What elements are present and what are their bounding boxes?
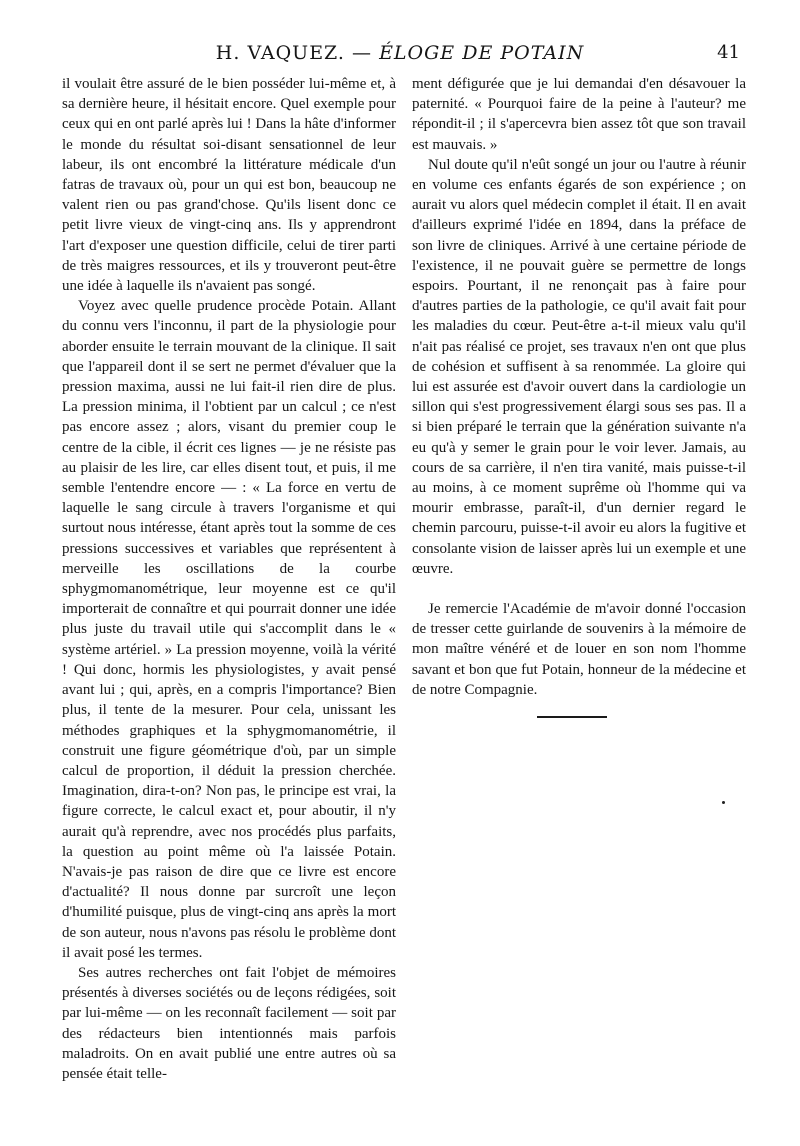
paragraph: il voulait être assuré de le bien posséder lui-même et, à sa dernière heure, il hésitait encore. Quel exemple pour ceux qui en ont parlé après lui ! Dans la hâte d'informer le monde du résultat soi-disant sensationnel de leur labeur, ils ont encombré la littérature médicale d'un fatras de travaux où, pour un qui est bon, beaucoup ne valent rien ou pas grand'chose. Qu'ils lisent donc ce petit livre vieux de vingt-cinq ans. Ils y apprendront l'art d'exposer une question difficile, celui de tirer parti de très maigres ressources, et ils y trouveront peut-être une idée à laquelle ils n'avaient pas songé. xyxy=(62,76,396,295)
print-speck xyxy=(722,801,725,804)
closing-paragraph: Je remercie l'Académie de m'avoir donné l'occasion de tresser cette guirlande de souvenirs à la mémoire de mon maître vénéré et de louer en son nom l'homme savant et bon que fut Potain, honneur de la médecine et de notre Compagnie. xyxy=(412,601,746,698)
header-separator: — xyxy=(352,42,373,64)
running-header xyxy=(60,38,740,72)
right-column xyxy=(412,74,746,700)
paragraph: Voyez avec quelle prudence procède Potain. Allant du connu vers l'inconnu, il part de la physiologie pour aborder ensuite le terrain mouvant de la clinique. Il sait que l'appareil dont il se sert ne permet d'évaluer que la pression maxima, aussi ne lui fait-il rien dire de plus. La pression minima, il l'obtient par un calcul ; ce n'est pas encore assez ; alors, visant du premier coup le centre de la cible, il écrit ces lignes — je ne résiste pas au plaisir de les lire, car elles disent tout, et puis, il me semble l'entendre encore — : « La force en vertu de laquelle le sang circule à travers l'organisme et qui surtout nous intéresse, étant après tout la somme de ces pressions successives et variables que représentent à merveille les oscillations de la courbe sphygmomanométrique, leur moyenne est ce qu'il importerait de connaître et qui pourrait donner une idée plus juste du travail utile qui s'accomplit dans le « système artériel. » La pression moyenne, voilà la vérité ! Qui donc, hormis les physiologistes, y avait pensé avant lui ; qui, après, en a compris l'importance? Bien plus, il tente de la mesurer. Pour cela, unissant les méthodes graphiques et la sphygmomanométrie, il construit une figure géométrique d'où, par un simple calcul de proportion, il déduit la pression cherchée. Imagination, dira-t-on? Non pas, le principe est vrai, la figure correcte, le calcul exact et, pour aboutir, il n'y aurait qu'à reprendre, avec nos procédés plus parfaits, la question au point même où l'a laissée Potain. N'avais-je pas raison de dire que ce livre est encore d'actualité? Il nous donne par surcroît une leçon d'humilité puisque, plus de vingt-cinq ans après la mort de son auteur, nous n'avons pas résolu le problème dont il avait posé les termes. xyxy=(62,298,396,961)
header-author: H. VAQUEZ. xyxy=(215,42,345,64)
running-title xyxy=(60,42,740,64)
header-title: ÉLOGE DE POTAIN xyxy=(379,42,585,64)
left-column xyxy=(62,74,396,1084)
paragraph: Nul doute qu'il n'eût songé un jour ou l'autre à réunir en volume ces enfants égarés de son expérience ; on aurait vu alors quel médecin complet il était. Il en avait d'ailleurs exprimé l'idée en 1894, dans la préface de son livre de cliniques. Arrivé à une certaine période de l'existence, il ne pouvait guère se permettre de longs espoirs. Pourtant, il ne renonçait pas à faire pour d'autres parties de la pathologie, ce qu'il avait fait pour les maladies du cœur. Peut-être a-t-il mieux valu qu'il n'ait pas réalisé ce projet, ses travaux n'en ont que plus de cohésion et suffisent à sa renommée. La gloire qui lui est assurée est d'avoir ouvert dans la cardiologie un sillon qui s'est progressivement élargi sous ses pas. Il a si bien préparé le terrain que la génération suivante n'a eu qu'à y semer le grain pour le voir lever. Jamais, au cours de sa carrière, il n'en tira vanité, mais puisse-t-il au moins, à ce moment suprême où l'homme qui va mourir embrasse, paraît-il, d'un dernier regard le chemin parcouru, puisse-t-il avoir eu alors la fugitive et consolante vision de laisser après lui un exemple et une œuvre. xyxy=(412,156,746,577)
page-number: 41 xyxy=(717,42,740,63)
paragraph: Ses autres recherches ont fait l'objet de mémoires présentés à diverses sociétés ou de leçons rédigées, soit par lui-même — on les reconnaît facilement — soit par des rédacteurs bien intentionnés mais parfois maladroits. On en avait publié une entre autres où sa pensée était telle- xyxy=(62,964,396,1082)
paragraph: ment défigurée que je lui demandai d'en désavouer la paternité. « Pourquoi faire de la peine à l'auteur? me répondit-il ; il s'apercevra bien assez tôt que son travail est mauvais. » xyxy=(412,76,746,153)
end-rule xyxy=(537,716,607,718)
